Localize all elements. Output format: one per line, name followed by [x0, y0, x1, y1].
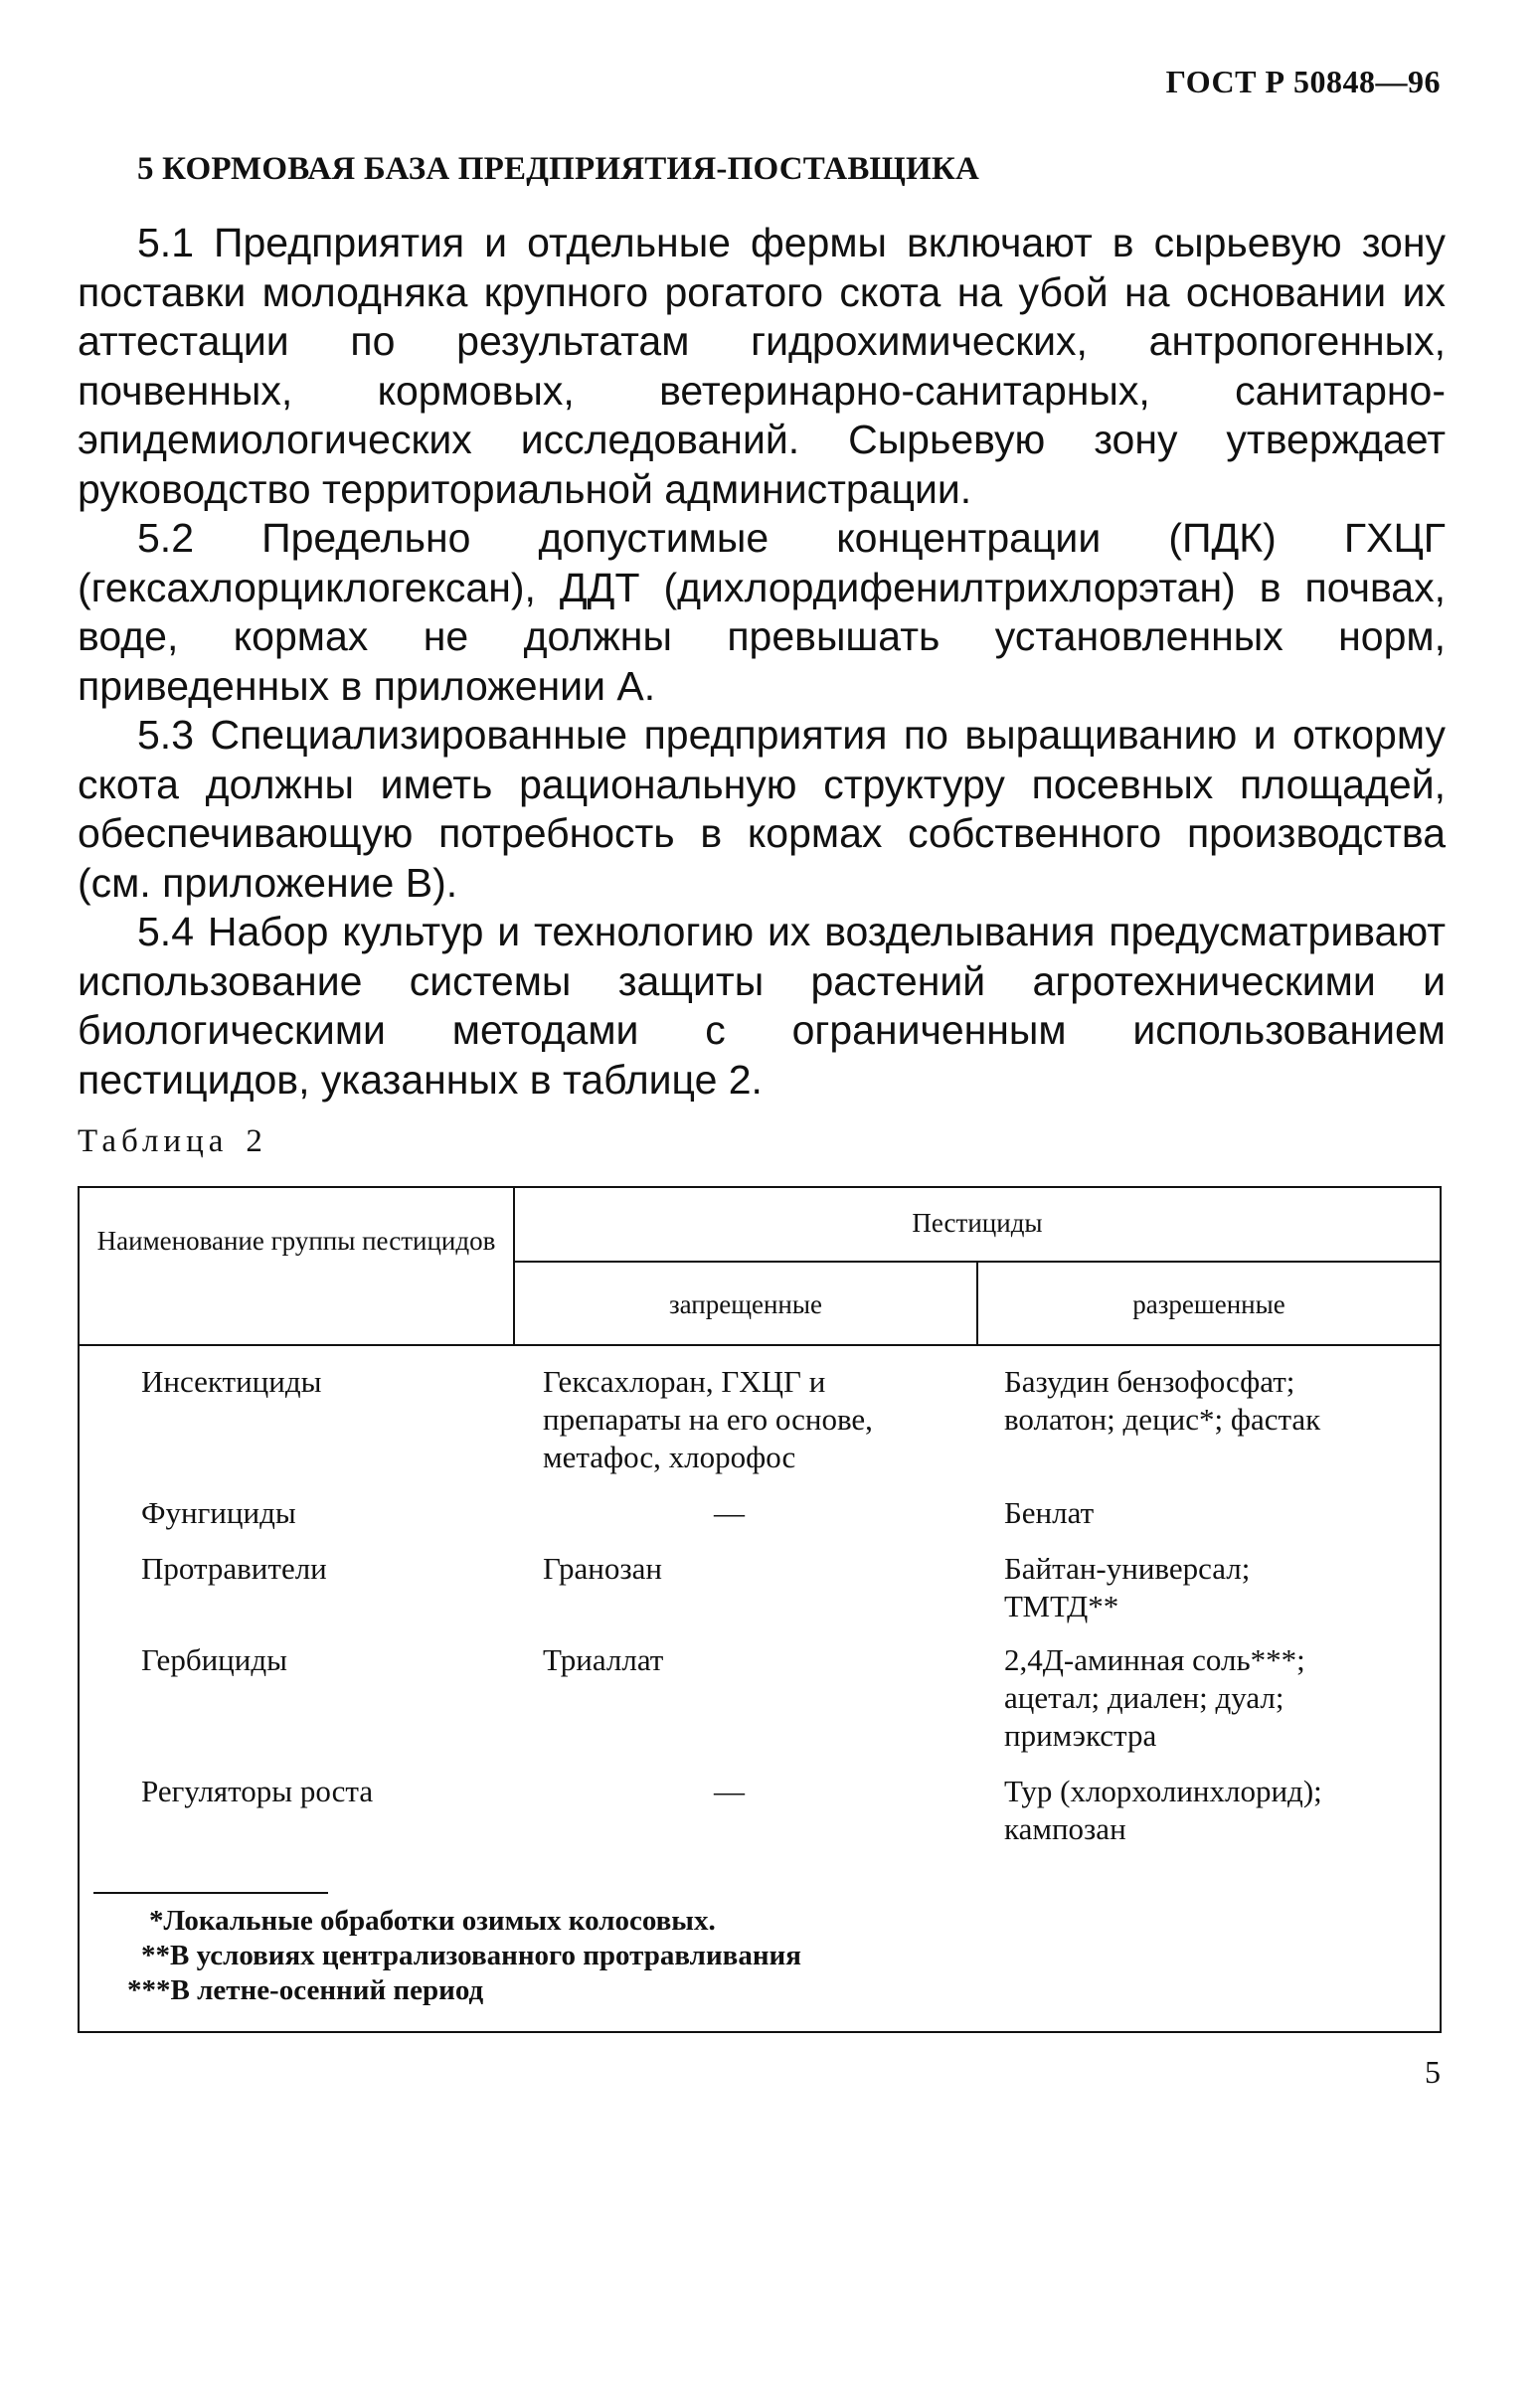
header-pesticides: Пестициды: [912, 1208, 1043, 1238]
body-text: [78, 219, 1446, 1105]
row-allowed-line: 2,4Д-аминная соль***;: [1004, 1642, 1305, 1677]
row-allowed: [1004, 1641, 1305, 1755]
pesticides-table: [78, 1186, 1442, 2033]
table-caption: [78, 1123, 262, 1160]
row-banned-line: препараты на его основе,: [543, 1402, 873, 1437]
row-allowed-line: Байтан-универсал;: [1004, 1551, 1251, 1586]
row-group: Гербициды: [141, 1642, 287, 1677]
row-banned-line: метафос, хлорофос: [543, 1440, 796, 1474]
row-allowed: Бенлат: [1004, 1495, 1095, 1530]
row-group: Протравители: [141, 1551, 327, 1586]
header-allowed: разрешенные: [1132, 1289, 1285, 1319]
row-banned: —: [714, 1774, 745, 1808]
row-banned: [543, 1363, 873, 1476]
paragraph-5-1: 5.1 Предприятия и отдельные фермы включают в сырьевую зону поставки молодняка крупного рогатого скота на убой на основании их аттестации по результатам гидрохимических, антропогенных, почвенных, кормовых, ветеринарно-санитарных, санитарно-эпидемиологических исследований. Сырьевую зону утверждает руководство территориальной администрации.: [78, 220, 1446, 512]
table-footnotes: [119, 1904, 801, 2008]
row-banned-line: Гексахлоран, ГХЦГ и: [543, 1364, 826, 1399]
table-caption-word: Таблица: [78, 1123, 229, 1159]
header-group-name: Наименование группы пестицидов: [96, 1226, 496, 1256]
footnote: ***В летне-осенний период: [127, 1974, 484, 2006]
footnote: **В условиях централизованного протравливания: [141, 1940, 801, 1971]
row-group: Регуляторы роста: [141, 1774, 374, 1808]
paragraph-5-4: 5.4 Набор культур и технологию их возделывания предусматривают использование системы защиты растений агротехническими и биологическими методами с ограниченным использованием пестицидов, указанных в таблице 2.: [78, 909, 1446, 1103]
row-banned: Гранозан: [543, 1551, 662, 1586]
row-group: Фунгициды: [141, 1495, 296, 1530]
footnote: *Локальные обработки озимых колосовых.: [149, 1905, 716, 1937]
header-banned: запрещенные: [668, 1289, 823, 1319]
table-caption-number: 2: [246, 1123, 262, 1159]
row-group: Инсектициды: [141, 1364, 322, 1399]
page-number: 5: [1425, 2054, 1441, 2090]
row-allowed-line: ацетал; диален; дуал;: [1004, 1680, 1284, 1715]
row-allowed-line: примэкстра: [1004, 1718, 1157, 1753]
row-allowed-line: Базудин бензофосфат;: [1004, 1364, 1295, 1399]
row-allowed: [1004, 1550, 1250, 1625]
paragraph-5-3: 5.3 Специализированные предприятия по выращиванию и откорму скота должны иметь рациональную структуру посевных площадей, обеспечивающую потребность в кормах собственного производства (см. приложение В).: [78, 712, 1446, 906]
row-allowed-line: кампозан: [1004, 1811, 1126, 1846]
row-allowed-line: Тур (хлорхолинхлорид);: [1004, 1774, 1322, 1808]
table-divider: [80, 1344, 1440, 1346]
footnote-rule: [93, 1892, 328, 1894]
paragraph-5-2: 5.2 Предельно допустимые концентрации (ПДК) ГХЦГ (гексахлорциклогексан), ДДТ (дихлордифенилтрихлорэтан) в почвах, воде, кормах не должны превышать установленных норм, приведенных в приложении А.: [78, 515, 1446, 709]
standard-code: ГОСТ Р 50848—96: [1165, 64, 1441, 99]
row-banned: Триаллат: [543, 1642, 664, 1677]
row-allowed: [1004, 1773, 1322, 1848]
row-banned: —: [714, 1495, 745, 1530]
row-allowed-line: волатон; децис*; фастак: [1004, 1402, 1321, 1437]
row-allowed-line: ТМТД**: [1004, 1589, 1119, 1623]
row-allowed: [1004, 1363, 1320, 1439]
section-title: 5 КОРМОВАЯ БАЗА ПРЕДПРИЯТИЯ-ПОСТАВЩИКА: [137, 151, 980, 187]
